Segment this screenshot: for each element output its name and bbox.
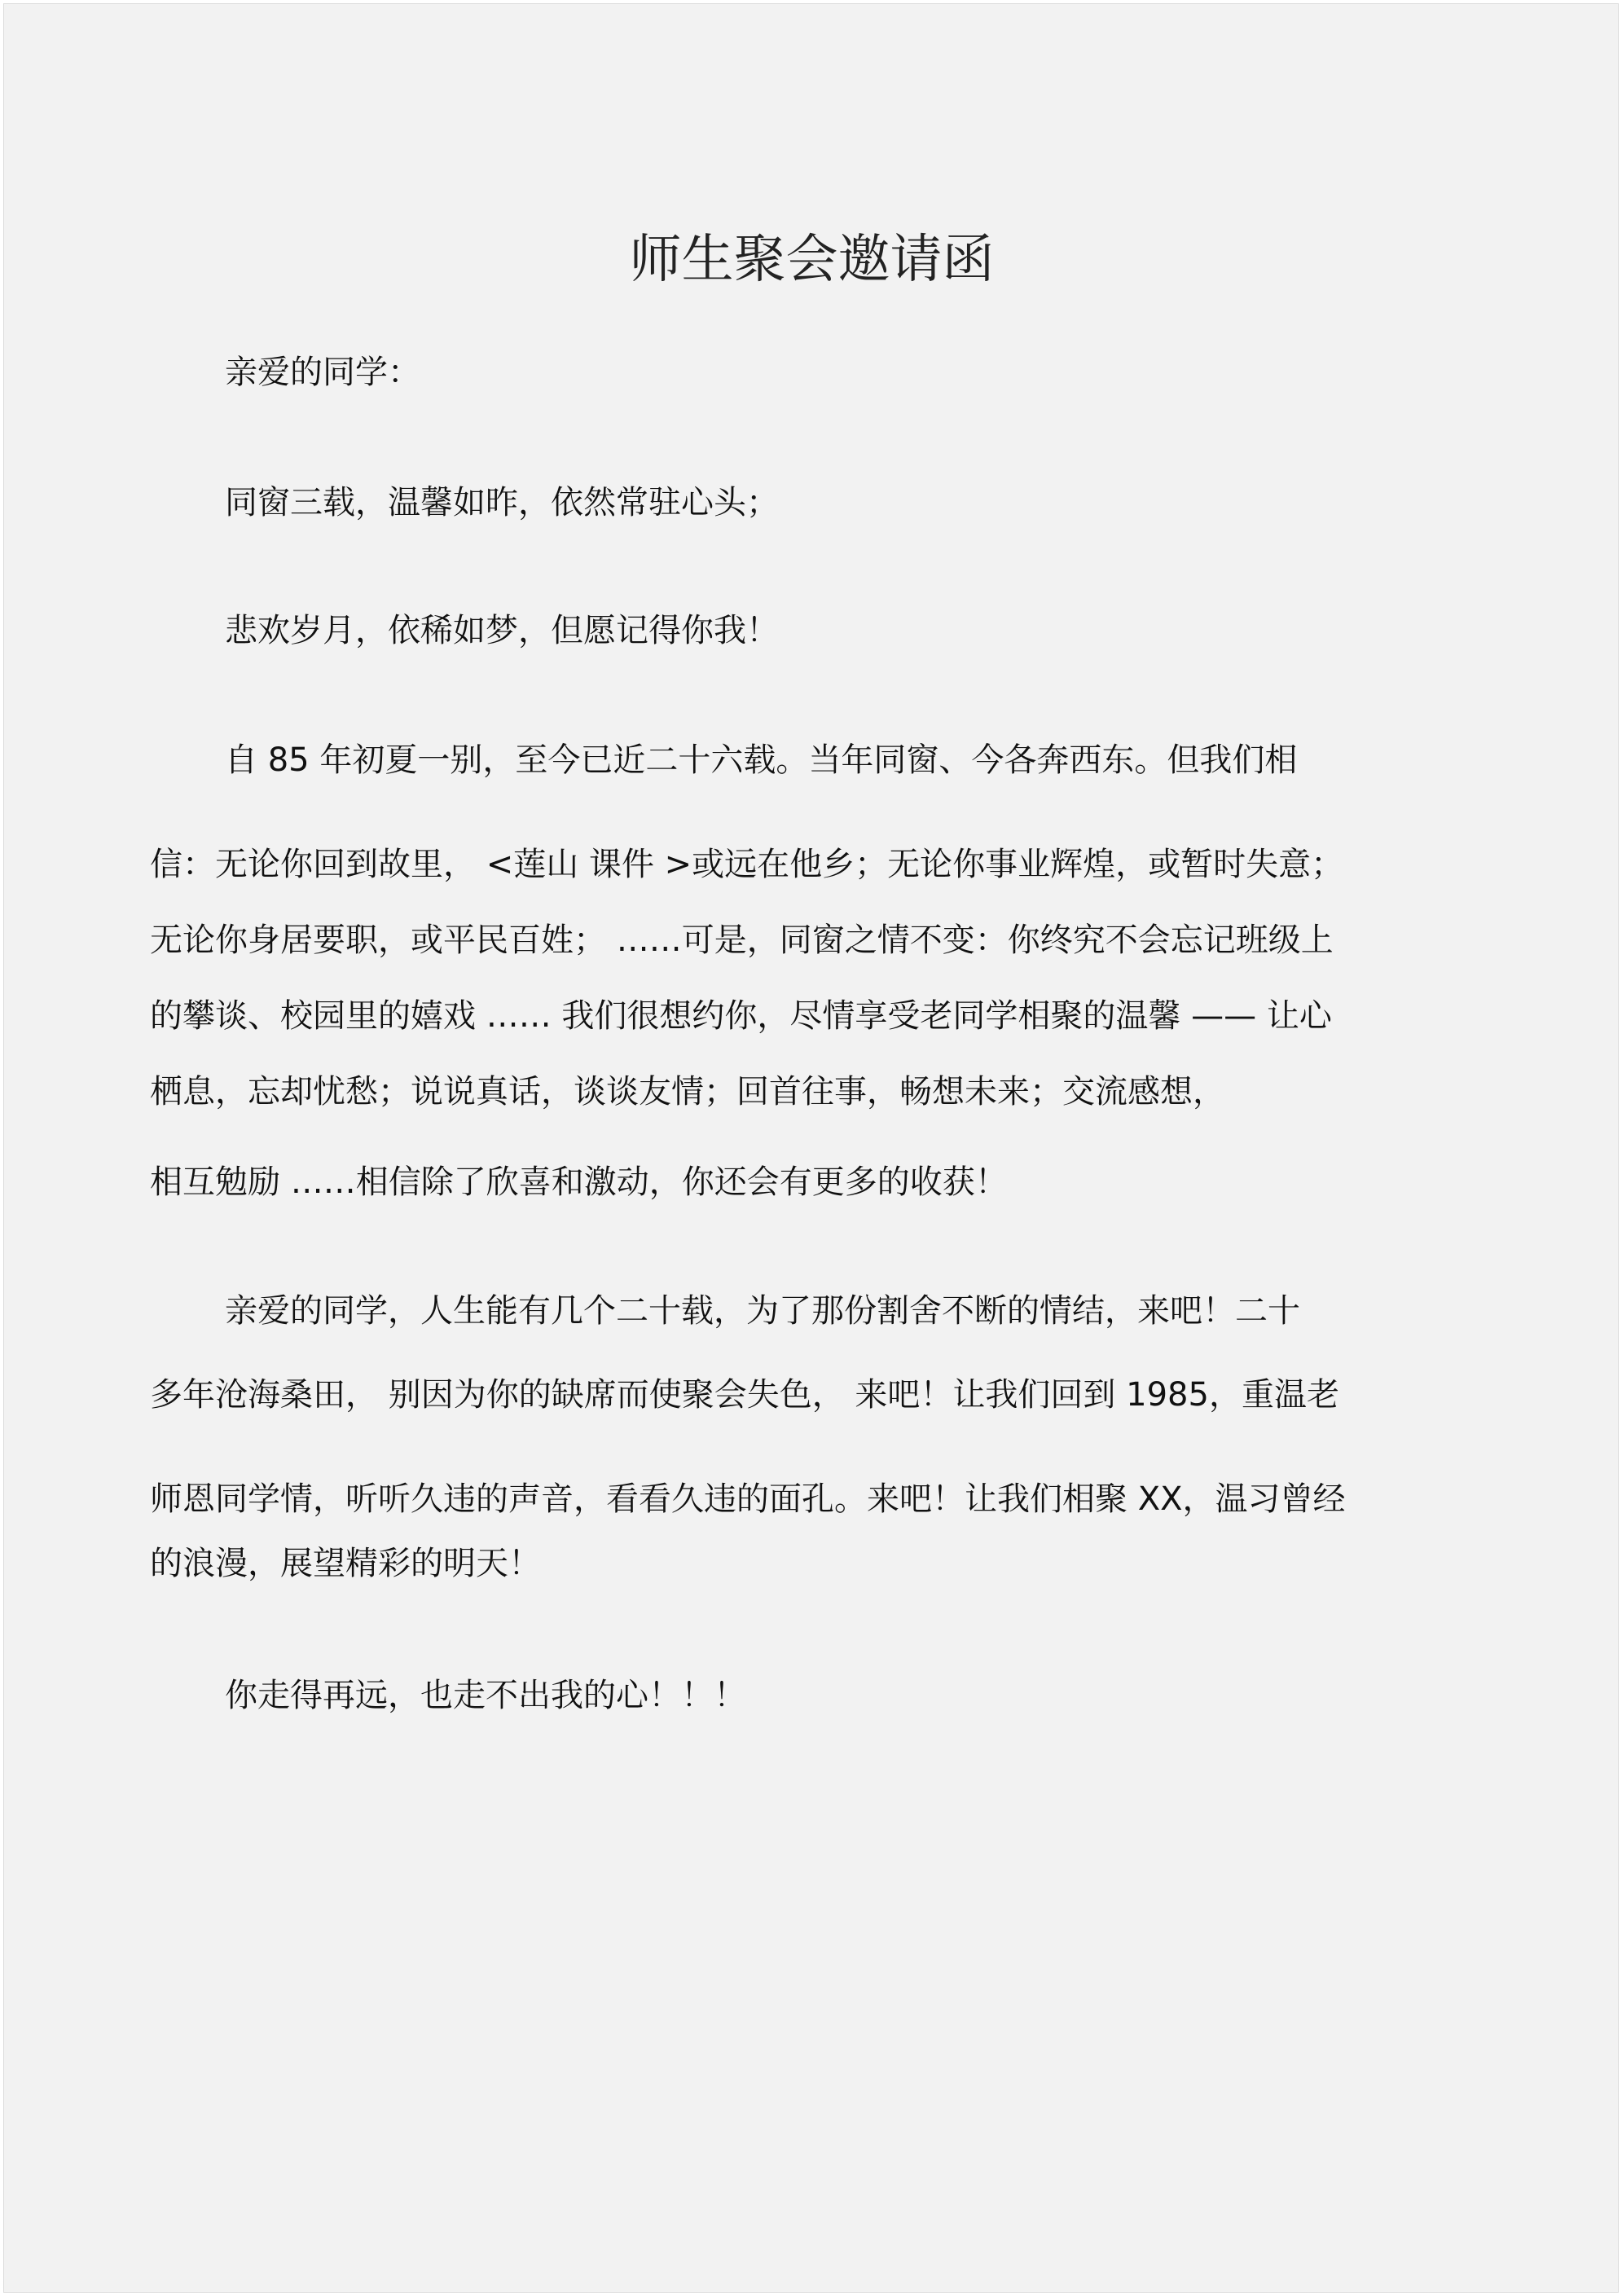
document-title: 师生聚会邀请函 bbox=[629, 230, 995, 290]
salutation: 亲爱的同学： bbox=[225, 354, 420, 391]
text-line: 的浪漫，展望精彩的明天！ bbox=[150, 1545, 541, 1582]
text-line: 亲爱的同学，人生能有几个二十载，为了那份割舍不断的情结，来吧！二十 bbox=[225, 1292, 1300, 1330]
text-line: 师恩同学情，听听久违的声音，看看久违的面孔。来吧！让我们相聚 XX，温习曾经 bbox=[150, 1480, 1346, 1518]
text-line: 相互勉励 ……相信除了欣喜和激动，你还会有更多的收获！ bbox=[150, 1163, 1008, 1201]
text-line: 悲欢岁月，依稀如梦，但愿记得你我！ bbox=[225, 612, 779, 649]
text-line: 多年沧海桑田， 别因为你的缺席而使聚会失色， 来吧！让我们回到 1985，重温老 bbox=[150, 1376, 1339, 1414]
text-line: 无论你身居要职，或平民百姓； ……可是，同窗之情不变：你终究不会忘记班级上 bbox=[150, 921, 1334, 959]
text-line: 你走得再远，也走不出我的心！！！ bbox=[225, 1677, 746, 1714]
text-line: 的攀谈、校园里的嬉戏 …… 我们很想约你，尽情享受老同学相聚的温馨 —— 让心 bbox=[150, 997, 1332, 1035]
text-line: 栖息，忘却忧愁；说说真话，谈谈友情；回首往事，畅想未来；交流感想， bbox=[150, 1073, 1225, 1111]
text-line: 自 85 年初夏一别，至今已近二十六载。当年同窗、今各奔西东。但我们相 bbox=[225, 741, 1298, 779]
text-line: 信：无论你回到故里， <莲山 课件 >或远在他乡；无论你事业辉煌，或暂时失意； bbox=[150, 846, 1344, 883]
document-page bbox=[3, 3, 1619, 2293]
text-line: 同窗三载，温馨如昨，依然常驻心头； bbox=[225, 484, 779, 521]
